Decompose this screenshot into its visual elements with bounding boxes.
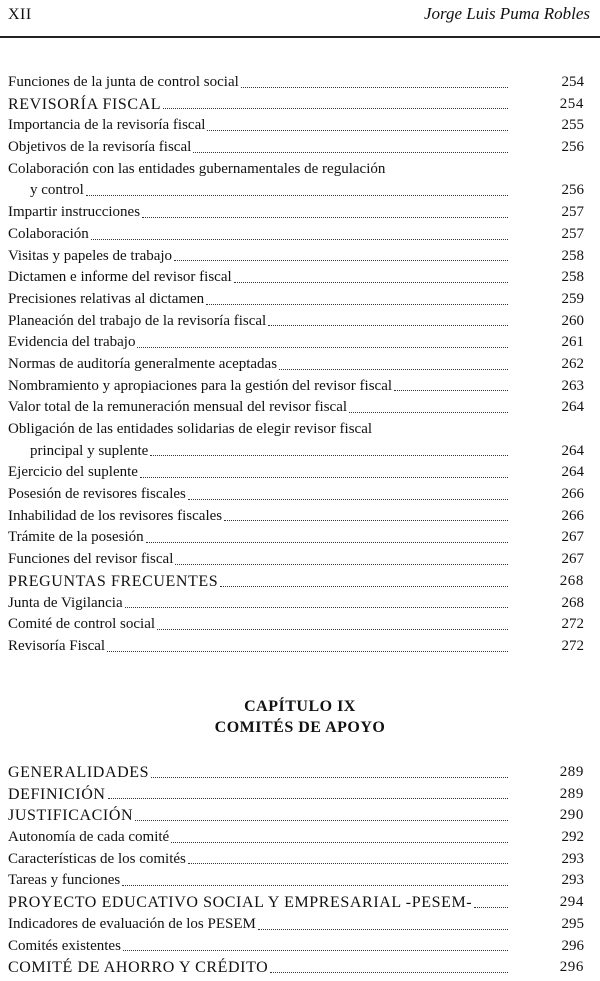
toc-entry-text: Planeación del trabajo de la revisoría fiscal	[8, 312, 267, 329]
toc-page-number: 293	[561, 872, 584, 889]
toc-page-number: 267	[561, 551, 584, 568]
chapter-title: COMITÉS DE APOYO	[214, 719, 386, 736]
dot-leader	[270, 951, 508, 973]
toc-entry-text: Revisoría Fiscal	[8, 637, 106, 654]
dot-leader	[163, 88, 508, 110]
dot-leader	[137, 326, 508, 348]
toc-page-number: 292	[561, 829, 584, 846]
toc-entry-text: Posesión de revisores fiscales	[8, 486, 186, 503]
toc-entry-text: Obligación de las entidades solidarias de elegir revisor fiscal	[8, 421, 373, 437]
toc-entry-text: GENERALIDADES	[8, 764, 150, 781]
dot-leader	[171, 821, 508, 843]
dot-leader	[122, 864, 508, 886]
toc-entry	[8, 137, 584, 159]
toc-entry	[8, 636, 584, 658]
dot-leader	[140, 456, 508, 478]
toc-page-number: 289	[559, 785, 584, 802]
dot-leader	[220, 565, 508, 587]
toc-entry-text: DEFINICIÓN	[8, 785, 106, 803]
dot-leader	[349, 391, 508, 413]
toc-page-number: 261	[561, 334, 584, 351]
dot-leader	[146, 521, 508, 543]
toc-entry-text: COMITÉ DE AHORRO Y CRÉDITO	[8, 959, 269, 977]
dot-leader	[188, 843, 508, 865]
toc-entry-text: Dictamen e informe del revisor fiscal	[8, 269, 232, 286]
toc-entry-text: REVISORÍA FISCAL	[8, 95, 162, 113]
toc-entry-text: Objetivos de la revisoría fiscal	[8, 139, 192, 156]
toc-entry-text: Nombramiento y apropiaciones para la gestión del revisor fiscal	[8, 377, 393, 394]
toc-page-number: 257	[561, 204, 584, 221]
toc-entry-text: Junta de Vigilancia	[8, 594, 123, 611]
page-number-label: XII	[8, 6, 32, 23]
toc-page-number: 260	[561, 312, 584, 329]
dot-leader	[108, 778, 508, 800]
toc-page-number: 295	[561, 915, 584, 932]
dot-leader	[268, 305, 508, 327]
toc-entry-text: Precisiones relativas al dictamen	[8, 290, 205, 307]
toc-entry-text: PREGUNTAS FRECUENTES	[8, 572, 219, 590]
toc-entry-text: Características de los comités	[8, 850, 186, 867]
toc-page-number: 254	[561, 74, 584, 90]
toc-page-number: 293	[561, 850, 584, 867]
toc-entry-text: Funciones del revisor fiscal	[8, 551, 174, 568]
toc-entry-text: Inhabilidad de los revisores fiscales	[8, 507, 223, 524]
toc-page-number: 268	[559, 572, 584, 589]
toc-entry-text: Tareas y funciones	[8, 872, 121, 889]
toc-page-number: 256	[561, 139, 584, 156]
toc-page-number: 289	[559, 764, 584, 780]
toc-entry-text: Autonomía de cada comité	[8, 829, 170, 846]
toc-entry-text: Visitas y papeles de trabajo	[8, 247, 173, 264]
header-rule	[0, 36, 600, 38]
dot-leader	[188, 478, 508, 500]
toc-entry-text: y control	[30, 182, 84, 199]
dot-leader	[193, 131, 508, 153]
toc-page-number: 290	[559, 807, 584, 824]
toc-page-number: 296	[559, 959, 584, 976]
toc-entry-text: PROYECTO EDUCATIVO SOCIAL Y EMPRESARIAL -PESEM-	[8, 894, 473, 912]
dot-leader	[394, 370, 508, 392]
toc-entry-text: Comités existentes	[8, 937, 121, 954]
dot-leader	[224, 500, 508, 522]
toc-entry-text: principal y suplente	[30, 442, 149, 459]
dot-leader	[279, 348, 508, 370]
toc-entry-text: Valor total de la remuneración mensual del revisor fiscal	[8, 399, 348, 416]
toc-page-number: 264	[561, 399, 584, 416]
dot-leader	[125, 587, 508, 609]
dot-leader	[135, 799, 508, 821]
toc-page-number: 264	[561, 442, 584, 459]
dot-leader	[91, 218, 508, 240]
toc-page-number: 255	[561, 117, 584, 134]
toc-entry-text: Ejercicio del suplente	[8, 464, 138, 481]
toc-page-number: 256	[561, 182, 584, 199]
dot-leader	[142, 196, 508, 218]
dot-leader	[86, 174, 508, 196]
chapter-number: CAPÍTULO IX	[244, 698, 356, 715]
toc-page-number: 272	[561, 637, 584, 654]
toc-entry-text: JUSTIFICACIÓN	[8, 807, 134, 825]
dot-leader	[123, 930, 508, 952]
toc-entry-text: Funciones de la junta de control social	[8, 74, 239, 90]
toc-page-number: 266	[561, 507, 584, 524]
toc-page-number: 262	[561, 355, 584, 372]
toc-page-number: 264	[561, 464, 584, 481]
toc-entry-text: Importancia de la revisoría fiscal	[8, 117, 206, 134]
toc-section-2	[8, 762, 584, 979]
toc-page-number: 268	[561, 594, 584, 611]
toc-entry-text: Colaboración con las entidades gubernamentales de regulación	[8, 160, 386, 177]
dot-leader	[234, 261, 508, 283]
toc-entry-text: Impartir instrucciones	[8, 204, 141, 221]
toc-page-number: 254	[559, 95, 584, 112]
toc-entry-text: Normas de auditoría generalmente aceptadas	[8, 355, 278, 372]
toc-page-number: 257	[561, 225, 584, 242]
toc-section-1	[8, 72, 584, 658]
dot-leader	[258, 908, 508, 930]
dot-leader	[241, 66, 508, 88]
page-header	[0, 0, 600, 42]
dot-leader	[474, 886, 508, 908]
toc-page-number: 258	[561, 269, 584, 286]
toc-page-number: 294	[559, 894, 584, 911]
dot-leader	[107, 630, 508, 652]
toc-page-number: 272	[561, 616, 584, 633]
toc-entry-text: Comité de control social	[8, 616, 156, 633]
toc-entry-text: Colaboración	[8, 225, 89, 242]
toc-page-number: 259	[561, 290, 584, 307]
toc-entry-text: Indicadores de evaluación de los PESEM	[8, 915, 256, 932]
toc-page-number: 266	[561, 486, 584, 503]
running-author: Jorge Luis Puma Robles	[423, 4, 590, 23]
dot-leader	[151, 756, 508, 778]
dot-leader	[157, 608, 508, 630]
dot-leader	[175, 543, 508, 565]
toc-page-number: 267	[561, 529, 584, 546]
toc-entry	[8, 397, 584, 419]
toc-entry	[8, 957, 584, 979]
toc-entry-text: Trámite de la posesión	[8, 529, 144, 546]
toc-entry-text: Evidencia del trabajo	[8, 334, 136, 351]
toc-page-number: 296	[561, 937, 584, 954]
dot-leader	[207, 109, 508, 131]
dot-leader	[150, 435, 508, 457]
dot-leader	[174, 240, 508, 262]
toc-page-number: 263	[561, 377, 584, 394]
dot-leader	[206, 283, 508, 305]
toc-page-number: 258	[561, 247, 584, 264]
